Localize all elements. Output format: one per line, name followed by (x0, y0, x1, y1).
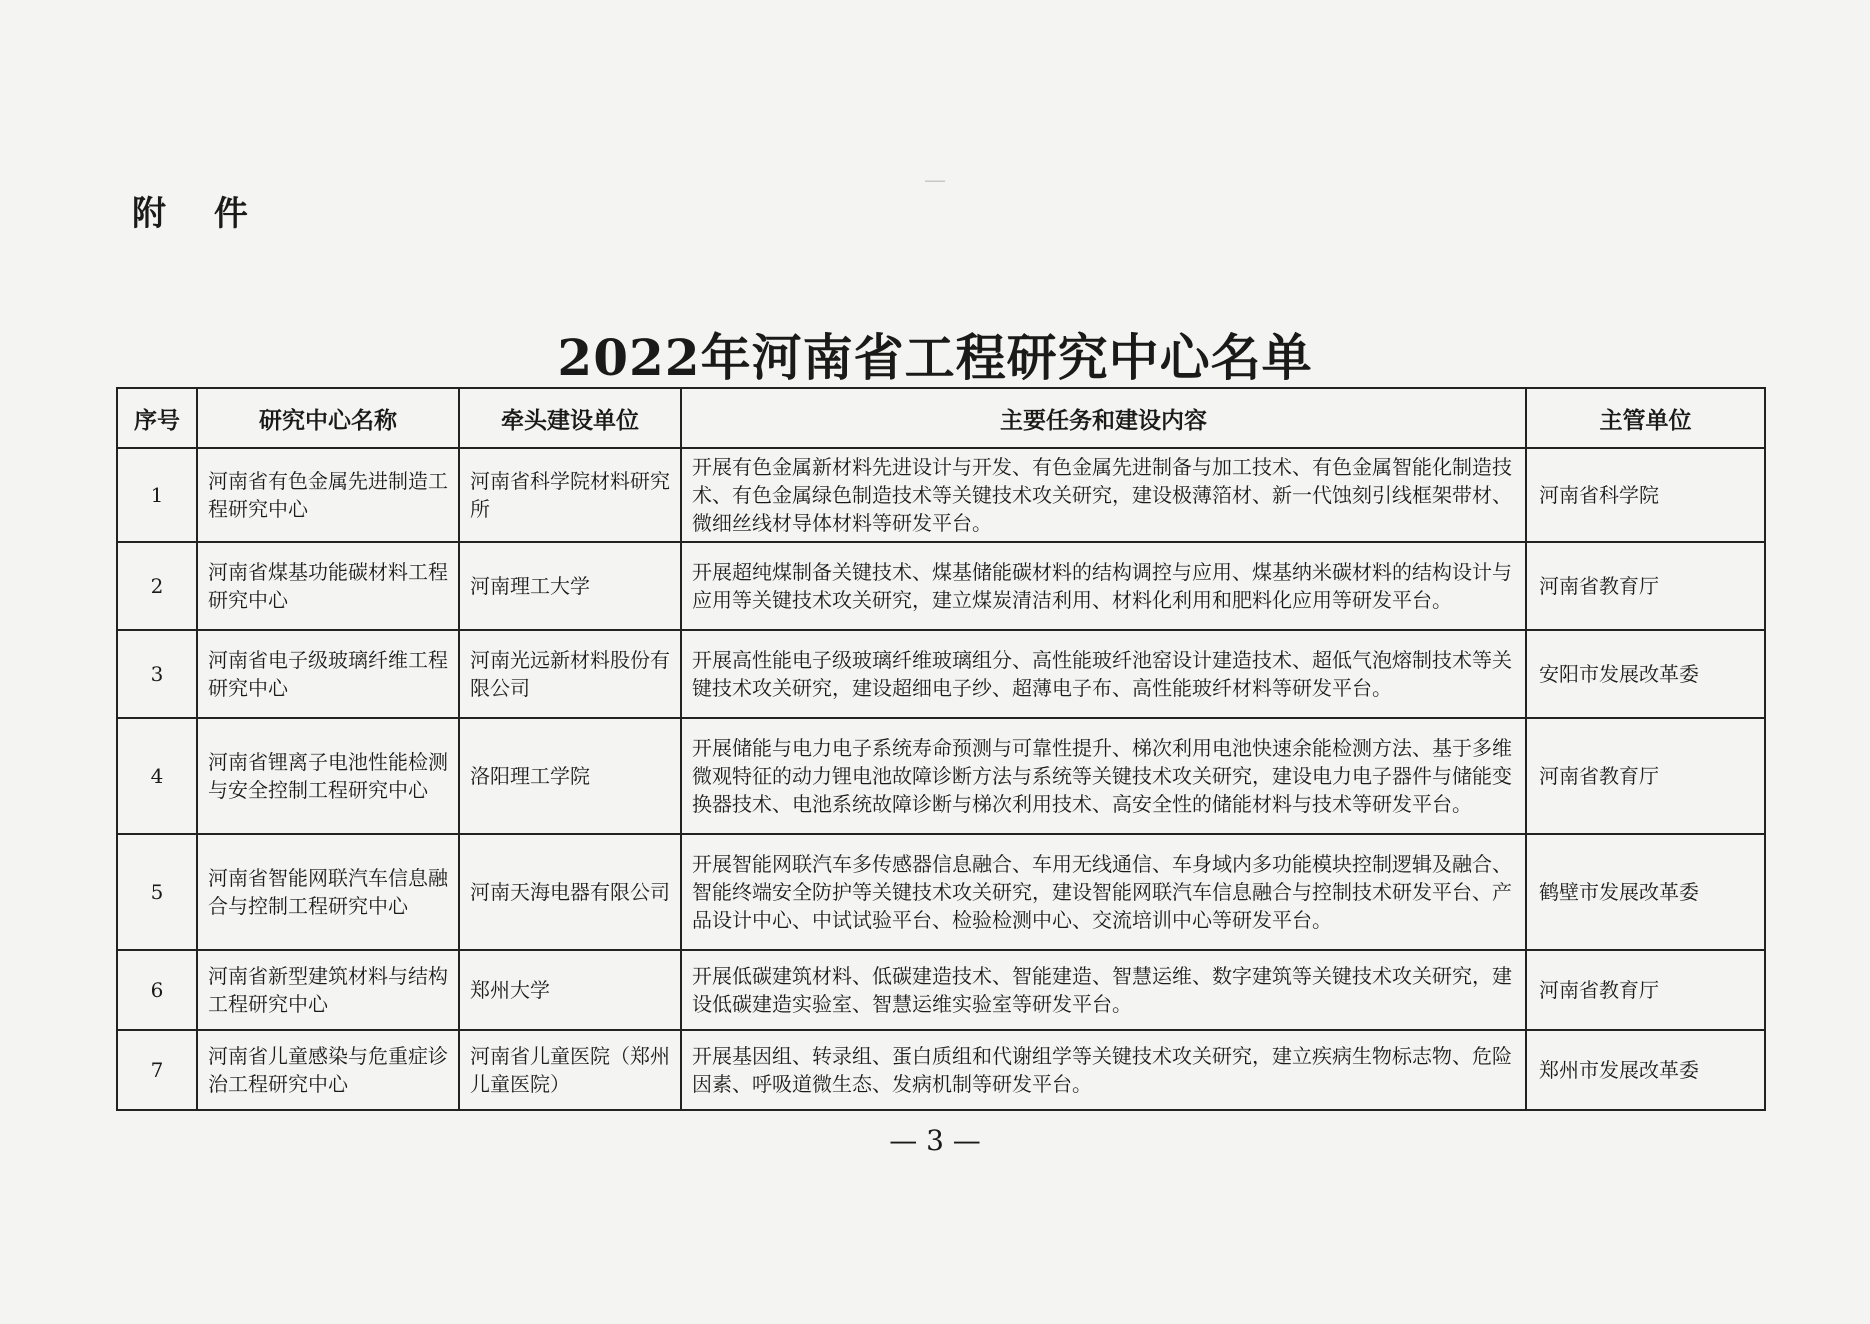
row-center-name: 河南省电子级玻璃纤维工程研究中心 (197, 630, 459, 718)
row-lead-unit: 河南光远新材料股份有限公司 (459, 630, 681, 718)
row-lead-unit: 洛阳理工学院 (459, 718, 681, 834)
row-center-name: 河南省智能网联汽车信息融合与控制工程研究中心 (197, 834, 459, 950)
row-task: 开展智能网联汽车多传感器信息融合、车用无线通信、车身域内多功能模块控制逻辑及融合、智能终端安全防护等关键技术攻关研究，建设智能网联汽车信息融合与控制技术研发平台、产品设计中心、中试试验平台、检验检测中心、交流培训中心等研发平台。 (681, 834, 1526, 950)
row-center-name: 河南省儿童感染与危重症诊治工程研究中心 (197, 1030, 459, 1110)
table-row (117, 630, 1765, 718)
row-task: 开展低碳建筑材料、低碳建造技术、智能建造、智慧运维、数字建筑等关键技术攻关研究，建设低碳建造实验室、智慧运维实验室等研发平台。 (681, 950, 1526, 1030)
row-supervisor: 鹤壁市发展改革委 (1526, 834, 1765, 950)
row-center-name: 河南省煤基功能碳材料工程研究中心 (197, 542, 459, 630)
row-lead-unit: 河南理工大学 (459, 542, 681, 630)
row-task: 开展超纯煤制备关键技术、煤基储能碳材料的结构调控与应用、煤基纳米碳材料的结构设计与应用等关键技术攻关研究，建立煤炭清洁利用、材料化利用和肥料化应用等研发平台。 (681, 542, 1526, 630)
row-lead-unit: 河南天海电器有限公司 (459, 834, 681, 950)
row-seq: 7 (117, 1030, 197, 1110)
table-row (117, 718, 1765, 834)
row-supervisor: 河南省教育厅 (1526, 950, 1765, 1030)
column-header-supervisor: 主管单位 (1526, 388, 1765, 448)
row-lead-unit: 河南省科学院材料研究所 (459, 448, 681, 542)
row-seq: 1 (117, 448, 197, 542)
column-header-name: 研究中心名称 (197, 388, 459, 448)
table-row (117, 834, 1765, 950)
row-seq: 2 (117, 542, 197, 630)
row-seq: 3 (117, 630, 197, 718)
row-task: 开展基因组、转录组、蛋白质组和代谢组学等关键技术攻关研究，建立疾病生物标志物、危险因素、呼吸道微生态、发病机制等研发平台。 (681, 1030, 1526, 1110)
column-header-seq: 序号 (117, 388, 197, 448)
row-task: 开展有色金属新材料先进设计与开发、有色金属先进制备与加工技术、有色金属智能化制造技术、有色金属绿色制造技术等关键技术攻关研究，建设极薄箔材、新一代蚀刻引线框架带材、微细丝线材导体材料等研发平台。 (681, 448, 1526, 542)
row-supervisor: 河南省教育厅 (1526, 542, 1765, 630)
row-seq: 5 (117, 834, 197, 950)
table-row (117, 448, 1765, 542)
row-center-name: 河南省新型建筑材料与结构工程研究中心 (197, 950, 459, 1030)
row-task: 开展储能与电力电子系统寿命预测与可靠性提升、梯次利用电池快速余能检测方法、基于多维微观特征的动力锂电池故障诊断方法与系统等关键技术攻关研究，建设电力电子器件与储能变换器技术、电池系统故障诊断与梯次利用技术、高安全性的储能材料与技术等研发平台。 (681, 718, 1526, 834)
row-lead-unit: 郑州大学 (459, 950, 681, 1030)
row-center-name: 河南省有色金属先进制造工程研究中心 (197, 448, 459, 542)
row-lead-unit: 河南省儿童医院（郑州儿童医院） (459, 1030, 681, 1110)
row-supervisor: 郑州市发展改革委 (1526, 1030, 1765, 1110)
page-top-mark: — (924, 168, 946, 193)
research-center-table (116, 387, 1766, 1111)
page-number: — 3 — (889, 1124, 981, 1157)
table-row (117, 950, 1765, 1030)
document-title: 2022年河南省工程研究中心名单 (557, 328, 1313, 387)
row-center-name: 河南省锂离子电池性能检测与安全控制工程研究中心 (197, 718, 459, 834)
table-header-row (117, 388, 1765, 448)
attachment-label: 附 件 (132, 194, 266, 234)
row-task: 开展高性能电子级玻璃纤维玻璃组分、高性能玻纤池窑设计建造技术、超低气泡熔制技术等关键技术攻关研究，建设超细电子纱、超薄电子布、高性能玻纤材料等研发平台。 (681, 630, 1526, 718)
table-row (117, 1030, 1765, 1110)
column-header-task: 主要任务和建设内容 (681, 388, 1526, 448)
row-seq: 4 (117, 718, 197, 834)
column-header-lead: 牵头建设单位 (459, 388, 681, 448)
row-supervisor: 河南省教育厅 (1526, 718, 1765, 834)
row-seq: 6 (117, 950, 197, 1030)
row-supervisor: 安阳市发展改革委 (1526, 630, 1765, 718)
table-row (117, 542, 1765, 630)
row-supervisor: 河南省科学院 (1526, 448, 1765, 542)
